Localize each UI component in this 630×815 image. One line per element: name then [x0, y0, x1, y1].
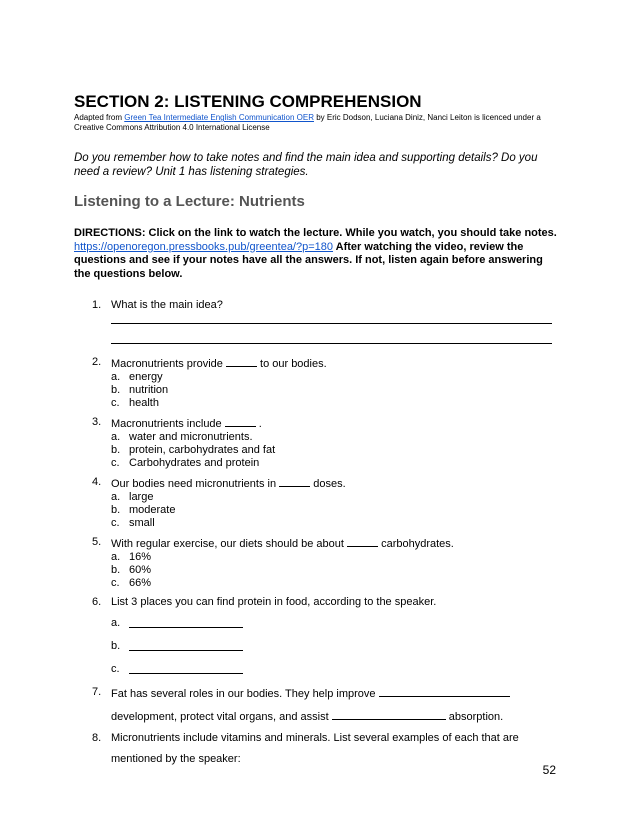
list-item: a. — [129, 617, 560, 632]
source-link[interactable]: Green Tea Intermediate English Communication OER — [124, 113, 314, 122]
question-7: 7. Fat has several roles in our bodies. They help improve development, protect vital organs, and assist absorption. — [74, 686, 560, 724]
section-title: SECTION 2: LISTENING COMPREHENSION — [74, 92, 422, 111]
answer-blank[interactable] — [225, 416, 256, 427]
answer-blank[interactable] — [279, 476, 310, 487]
answer-blank[interactable] — [379, 686, 510, 697]
worksheet-page — [74, 92, 560, 766]
answer-line[interactable] — [111, 343, 552, 344]
page-number: 52 — [542, 763, 556, 777]
answer-blank[interactable] — [129, 640, 243, 651]
option[interactable]: a. 16% — [111, 551, 152, 563]
answer-blank[interactable] — [347, 536, 378, 547]
list-item: c. — [129, 663, 560, 678]
question-2: 2. Macronutrients provide to our bodies. — [92, 356, 327, 370]
intro-text: Do you remember how to take notes and find the main idea and supporting details? Do you need a review? Unit 1 has listening strategies. — [74, 152, 538, 178]
option[interactable]: c. small — [111, 517, 155, 529]
options-list — [111, 551, 560, 590]
option[interactable]: c. Carbohydrates and protein — [111, 457, 260, 469]
question-5: 5. With regular exercise, our diets should be about carbohydrates. — [92, 536, 454, 550]
option[interactable]: c. health — [111, 397, 159, 409]
options-list — [111, 491, 560, 530]
question-1: 1. What is the main idea? — [92, 299, 223, 311]
options-list — [111, 431, 560, 470]
option[interactable]: a. large — [111, 491, 154, 503]
option[interactable]: b. protein, carbohydrates and fat — [111, 444, 276, 456]
answer-blank[interactable] — [226, 356, 257, 367]
attribution: Adapted from Green Tea Intermediate English Communication OER by Eric Dodson, Luciana Diniz, Nanci Leiton is licenced under a Creative Commons Attribution 4.0 International License — [74, 113, 541, 132]
option[interactable]: a. water and micronutrients. — [111, 431, 253, 443]
list-item: b. — [129, 640, 560, 655]
question-6: 6. List 3 places you can find protein in food, according to the speaker. — [92, 596, 437, 608]
question-4: 4. Our bodies need micronutrients in doses. — [92, 476, 346, 490]
option[interactable]: a. energy — [111, 371, 163, 383]
lecture-heading: Listening to a Lecture: Nutrients — [74, 193, 305, 210]
question-3: 3. Macronutrients include . — [92, 416, 262, 430]
answer-line[interactable] — [111, 323, 552, 324]
answer-list — [111, 617, 560, 678]
answer-blank[interactable] — [332, 709, 446, 720]
lecture-link[interactable]: https://openoregon.pressbooks.pub/greentea/?p=180 — [74, 240, 334, 253]
option[interactable]: b. nutrition — [111, 384, 169, 396]
option[interactable]: b. moderate — [111, 504, 176, 516]
option[interactable]: c. 66% — [111, 577, 152, 589]
answer-blank[interactable] — [129, 663, 243, 674]
answer-blank[interactable] — [129, 617, 243, 628]
directions: DIRECTIONS: Click on the link to watch the lecture. While you watch, you should take notes. https://openoregon.pressbooks.pub/greentea/?p=180 After watching the video, review the questions and see if your notes have all the answers. If not, listen again before answering the questions below. — [74, 227, 557, 280]
question-8: 8. Micronutrients include vitamins and minerals. List several examples of each that are mentioned by the speaker: — [92, 732, 519, 765]
options-list — [111, 371, 560, 410]
option[interactable]: b. 60% — [111, 564, 152, 576]
